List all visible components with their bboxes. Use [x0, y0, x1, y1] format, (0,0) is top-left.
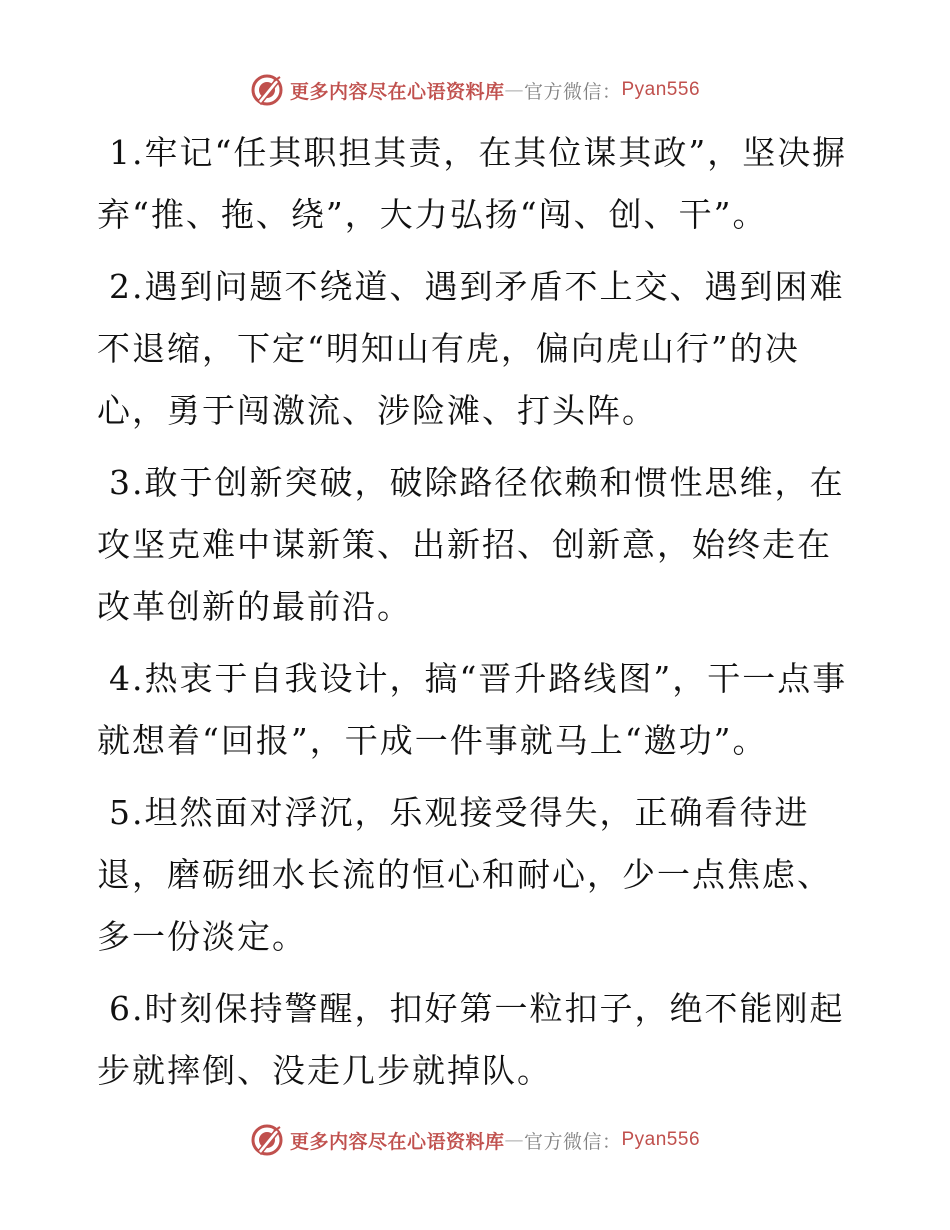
list-item-text: 热衷于自我设计，搞“晋升路线图”，干一点事就想着“回报”，干成一件事就马上“邀功”。: [97, 659, 848, 760]
banner-official-label: 官方微信：: [523, 1130, 622, 1153]
list-item-number: 2.: [109, 267, 145, 306]
quill-seal-icon: [250, 1123, 284, 1157]
list-item-text: 敢于创新突破，破除路径依赖和惯性思维，在攻坚克难中谋新策、出新招、创新意，始终走在改革创新的最前沿。: [97, 463, 845, 626]
list-item: [97, 782, 857, 968]
banner-separator: —: [504, 1129, 524, 1151]
list-item-text: 坦然面对浮沉，乐观接受得失，正确看待进退，磨砺细水长流的恒心和耐心，少一点焦虑、多一份淡定。: [97, 793, 832, 956]
list-item-text: 遇到问题不绕道、遇到矛盾不上交、遇到困难不退缩，下定“明知山有虎，偏向虎山行”的决心，勇于闯激流、涉险滩、打头阵。: [97, 267, 845, 430]
banner-account-id: Pyan556: [621, 79, 701, 100]
banner-separator: —: [504, 79, 524, 101]
list-item: [97, 978, 857, 1102]
banner-brand-text: 更多内容尽在心语资料库: [289, 1130, 505, 1153]
quill-seal-icon: [250, 73, 284, 107]
list-item-number: 3.: [109, 463, 145, 502]
footer-watermark-banner: [0, 1120, 950, 1160]
list-item-number: 6.: [109, 989, 145, 1028]
banner-brand-text: 更多内容尽在心语资料库: [289, 80, 505, 103]
list-item-number: 4.: [109, 659, 145, 698]
list-item: [97, 122, 857, 246]
list-item-text: 牢记“任其职担其责，在其位谋其政”，坚决摒弃“推、拖、绕”，大力弘扬“闯、创、干”。: [97, 133, 848, 234]
document-body: [97, 122, 857, 1112]
banner-official-label: 官方微信：: [523, 80, 622, 103]
banner-account-id: Pyan556: [621, 1129, 701, 1150]
list-item: [97, 452, 857, 638]
list-item: [97, 648, 857, 772]
list-item-number: 5.: [109, 793, 145, 832]
header-watermark-banner: [0, 70, 950, 110]
list-item-number: 1.: [109, 133, 145, 172]
list-item-text: 时刻保持警醒，扣好第一粒扣子，绝不能刚起步就摔倒、没走几步就掉队。: [97, 989, 845, 1090]
list-item: [97, 256, 857, 442]
